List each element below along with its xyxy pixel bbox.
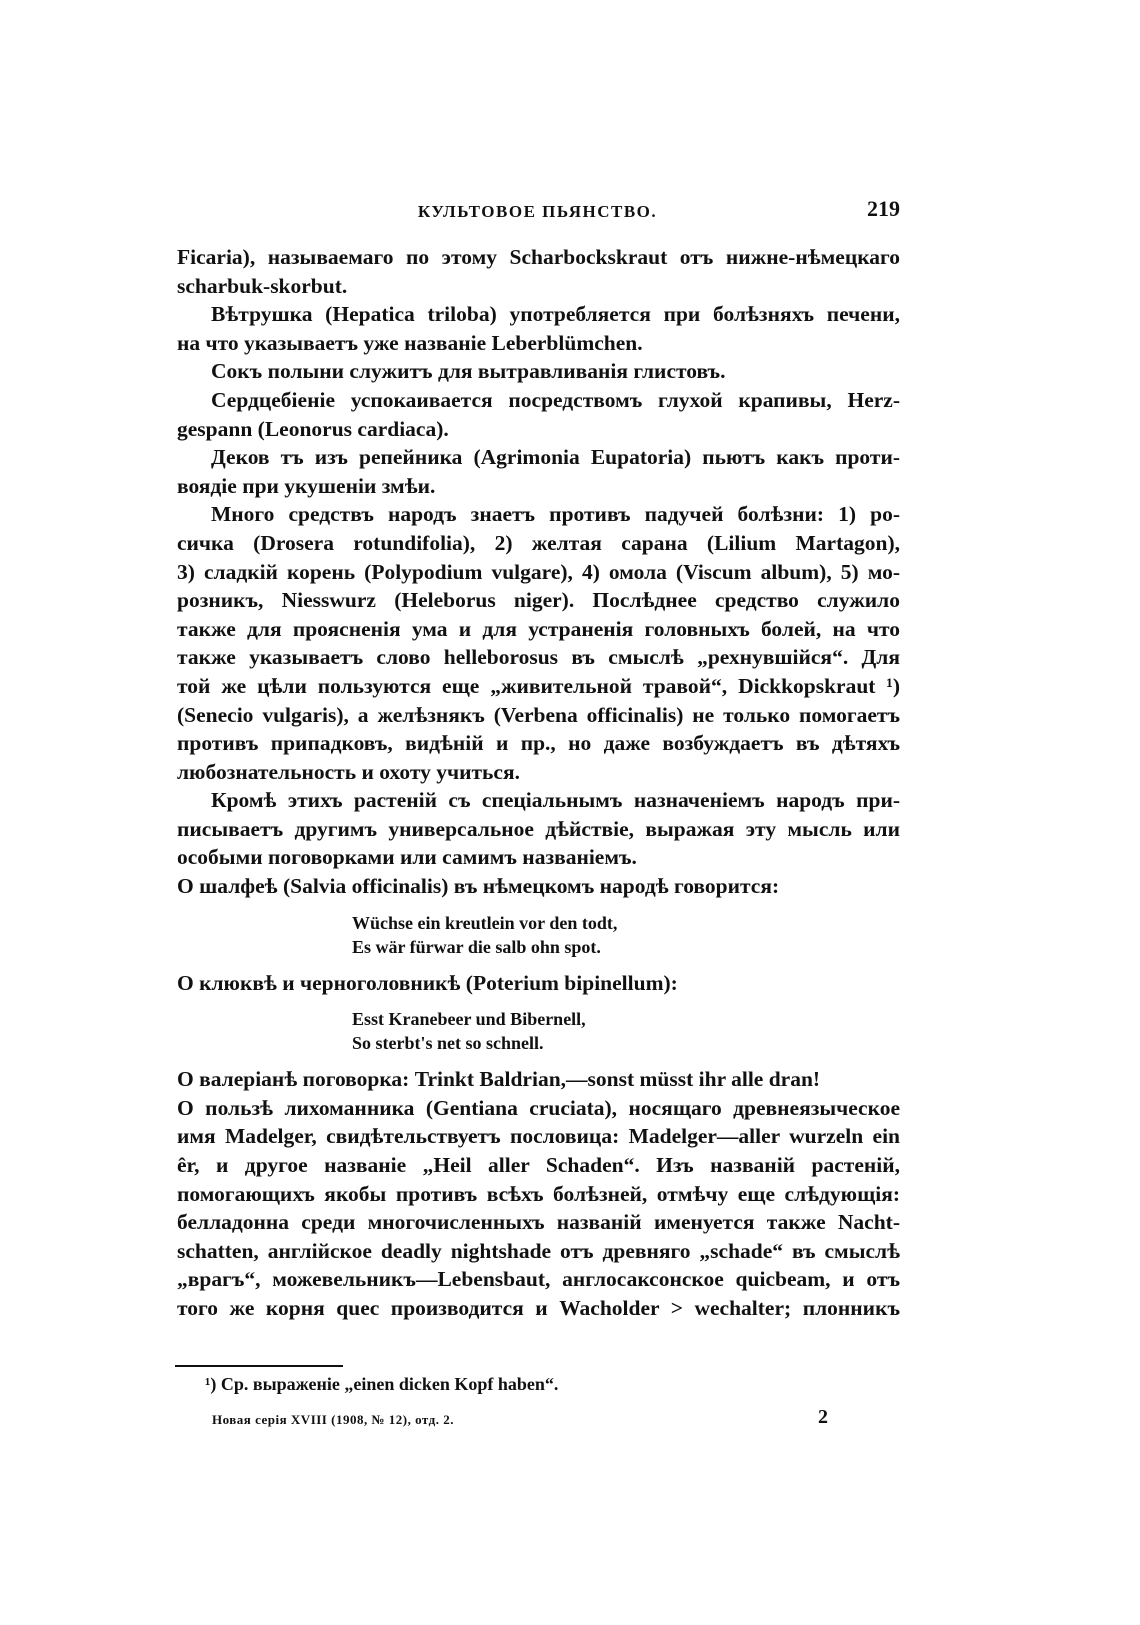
paragraph	[177, 300, 900, 357]
text-line: О клюквѣ и черноголовникѣ (Poterium bipinellum):	[177, 970, 678, 995]
text-line: той же цѣли пользуются еще „живительной травой“, Dickkopskraut ¹)	[177, 673, 900, 698]
text-line: scharbuk-skorbut.	[177, 273, 348, 298]
verse-line: Es wär fürwar die salb ohn spot.	[352, 936, 601, 957]
footnote-divider	[175, 1365, 343, 1367]
text-line: также указываетъ слово helleborosus въ смыслѣ „рехнувшійся“. Для	[177, 645, 900, 670]
text-line: Сокъ полыни служитъ для вытравливанія глистовъ.	[211, 359, 726, 384]
text-line: Ficaria), называемаго по этому Scharbockskraut отъ нижне-нѣмецкаго	[177, 245, 900, 269]
paragraph	[177, 872, 900, 901]
printer-signature: Новая серія XVIII (1908, № 12), отд. 2.	[212, 1412, 454, 1427]
verse-quote	[177, 911, 900, 959]
text-line: писываетъ другимъ универсальное дѣйствіе, выражая эту мысль или	[177, 816, 900, 841]
text-line: gespann (Leonorus cardiaca).	[177, 416, 449, 441]
text-line: О пользѣ лихоманника (Gentiana cruciata), носящаго древнеязыческое	[177, 1095, 900, 1120]
text-line: противъ припадковъ, видѣній и пр., но даже возбуждаетъ въ дѣтяхъ	[177, 731, 900, 756]
text-line: того же корня quec производится и Wacholder > wechalter; плонникъ	[177, 1296, 900, 1320]
signature-mark: 2	[818, 1406, 828, 1428]
page-number: 219	[867, 196, 900, 221]
verse-line: Esst Kranebeer und Bibernell,	[352, 1009, 586, 1030]
text-line: Деков тъ изъ репейника (Agrimonia Eupatoria) пьютъ какъ проти-	[211, 445, 900, 470]
paragraph	[177, 1094, 900, 1323]
paragraph	[177, 500, 900, 786]
text-line: особыми поговорками или самимъ названіемъ.	[177, 845, 637, 870]
verse-line: Wüchse ein kreutlein vor den todt,	[352, 912, 618, 933]
running-title: КУЛЬТОВОЕ ПЬЯНСТВО.	[417, 202, 658, 221]
paragraph	[177, 443, 900, 500]
running-head	[175, 196, 900, 226]
footnote: ¹) Ср. выраженіе „einen dicken Kopf haben“.	[205, 1374, 559, 1394]
text-line: Много средствъ народъ знаетъ противъ падучей болѣзни: 1) ро-	[211, 502, 900, 527]
verse-quote	[177, 1007, 900, 1055]
text-line: О шалфеѣ (Salvia officinalis) въ нѣмецкомъ народѣ говорится:	[177, 874, 780, 899]
text-line: „врагъ“, можевельникъ—Lebensbaut, англосаксонское quicbeam, и отъ	[177, 1267, 900, 1292]
text-line: (Senecio vulgaris), а желѣзнякъ (Verbena officinalis) не только помогаетъ	[177, 702, 900, 727]
text-line: О валеріанѣ поговорка: Trinkt Baldrian,—sonst müsst ihr alle dran!	[177, 1067, 821, 1092]
text-line: сичка (Drosera rotundifolia), 2) желтая сарана (Lilium Martagon),	[177, 530, 900, 555]
text-line: также для проясненія ума и для устраненія головныхъ болей, на что	[177, 616, 900, 641]
text-line: помогающихъ якобы противъ всѣхъ болѣзней, отмѣчу еще слѣдующія:	[177, 1181, 900, 1206]
paragraph	[177, 386, 900, 443]
verse-line: So sterbt's net so schnell.	[352, 1033, 544, 1054]
paragraph	[177, 357, 900, 386]
text-line: любознательность и охоту учиться.	[177, 759, 520, 784]
text-line: белладонна среди многочисленныхъ названій именуется также Nacht-	[177, 1210, 900, 1235]
text-line: Сердцебіеніе успокаивается посредствомъ глухой крапивы, Herz-	[211, 387, 900, 412]
text-line: на что указываетъ уже названіе Leberblümchen.	[177, 330, 643, 355]
text-line: розникъ, Niesswurz (Heleborus niger). Послѣднее средство служило	[177, 588, 900, 613]
text-line: êr, и другое названіе „Heil aller Schaden“. Изъ названій растеній,	[177, 1153, 900, 1178]
text-line: Вѣтрушка (Hepatica triloba) употребляется при болѣзняхъ печени,	[211, 302, 900, 327]
paragraph	[177, 243, 900, 300]
text-line: 3) сладкій корень (Polypodium vulgare), 4) омола (Viscum album), 5) мо-	[177, 559, 900, 584]
text-line: воядіе при укушеніи змѣи.	[177, 473, 436, 498]
text-line: имя Madelger, свидѣтельствуетъ пословица: Madelger—aller wurzeln ein	[177, 1124, 900, 1149]
body-text	[177, 243, 900, 1323]
text-line: Кромѣ этихъ растеній съ спеціальнымъ назначеніемъ народъ при-	[211, 788, 900, 813]
text-line: schatten, англійское deadly nightshade отъ древняго „schade“ въ смыслѣ	[177, 1238, 900, 1263]
paragraph	[177, 786, 900, 872]
